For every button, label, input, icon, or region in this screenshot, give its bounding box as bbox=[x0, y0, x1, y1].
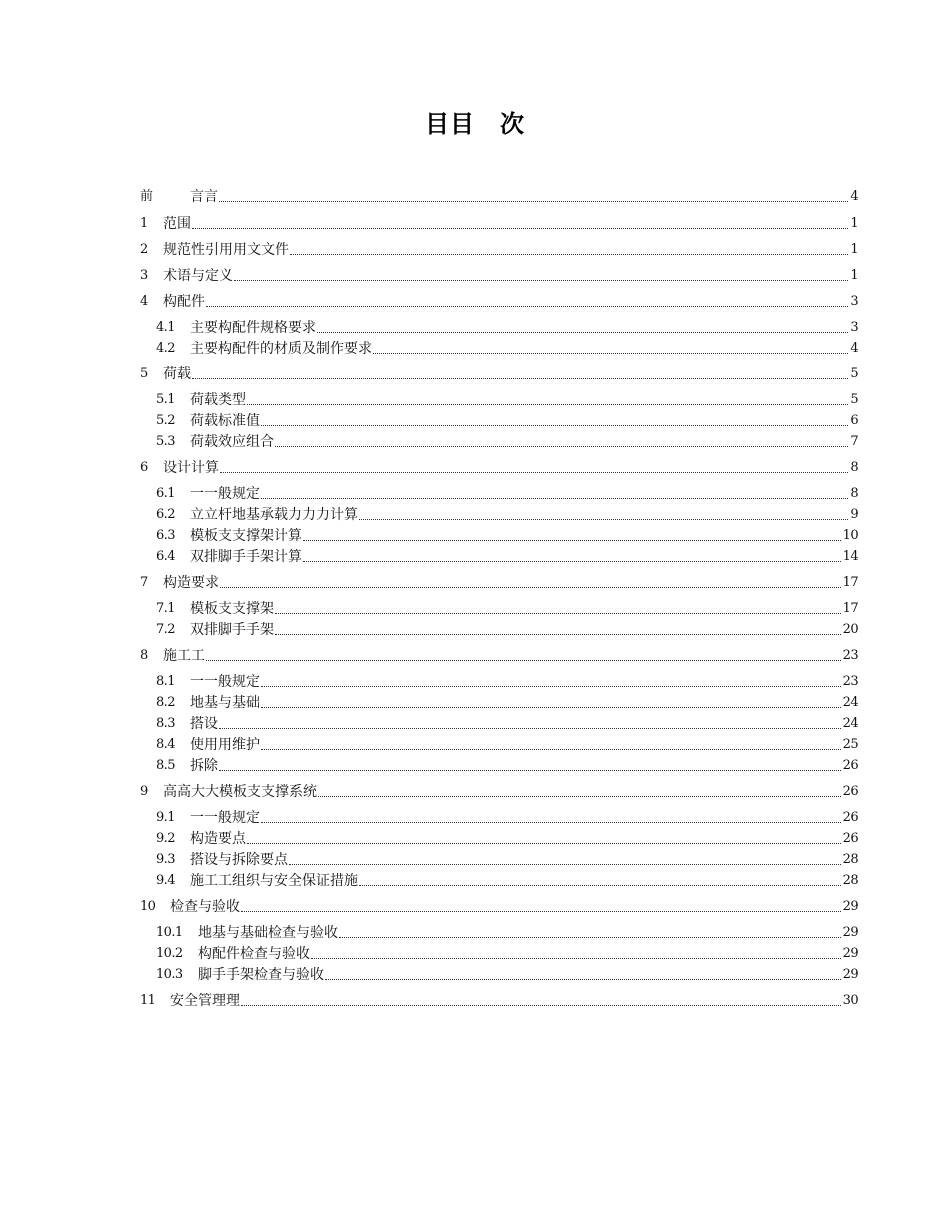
toc-entry-number: 8.4 bbox=[156, 737, 175, 752]
toc-entry-label: 地基与基础检查与验收 bbox=[198, 925, 338, 941]
dot-leader bbox=[241, 910, 841, 912]
dot-leader bbox=[289, 863, 841, 865]
toc-section-entry bbox=[156, 964, 858, 984]
toc-entry-label: 荷载标准值 bbox=[190, 413, 260, 429]
dot-leader bbox=[359, 884, 841, 886]
dot-leader bbox=[261, 685, 841, 687]
toc-section-entry bbox=[156, 870, 858, 890]
toc-chapter-entry bbox=[140, 291, 858, 311]
dot-leader bbox=[261, 821, 841, 823]
toc-entry-label: 模板支支撑架计算 bbox=[190, 528, 302, 544]
toc-entry-number: 8.2 bbox=[156, 695, 175, 710]
toc-entry-page-number: 23 bbox=[842, 674, 858, 689]
toc-entry-page-number: 25 bbox=[842, 737, 858, 752]
toc-entry-number: 前 bbox=[140, 189, 153, 204]
dot-leader bbox=[261, 424, 848, 426]
toc-section-entry bbox=[156, 431, 858, 451]
dot-leader bbox=[247, 403, 848, 405]
toc-entry-page-number: 10 bbox=[842, 528, 858, 543]
toc-entry-label: 脚手手架检查与验收 bbox=[198, 967, 324, 983]
toc-entry-number: 6.3 bbox=[156, 528, 175, 543]
dot-leader bbox=[219, 727, 841, 729]
toc-entry-page-number: 29 bbox=[842, 967, 858, 982]
toc-chapter-entry bbox=[140, 213, 858, 233]
toc-entry-label: 一一般规定 bbox=[190, 674, 260, 690]
toc-chapter-entry bbox=[140, 990, 858, 1010]
toc-chapter-entry bbox=[140, 896, 858, 916]
toc-entry-number: 9.1 bbox=[156, 810, 175, 825]
toc-entry-number: 8 bbox=[140, 648, 148, 663]
toc-entry-number: 1 bbox=[140, 216, 148, 231]
toc-entry-label: 搭设与拆除要点 bbox=[190, 852, 288, 868]
toc-entry-number: 10.3 bbox=[156, 967, 183, 982]
toc-section-entry bbox=[156, 807, 858, 827]
toc-entry-number: 5.2 bbox=[156, 413, 175, 428]
toc-entry-label: 荷载效应组合 bbox=[190, 434, 274, 450]
dot-leader bbox=[290, 253, 848, 255]
dot-leader bbox=[359, 518, 848, 520]
toc-entry-number: 11 bbox=[140, 993, 156, 1008]
toc-entry-page-number: 26 bbox=[842, 784, 858, 799]
toc-entry-label: 双排脚手手架计算 bbox=[190, 549, 302, 565]
toc-entry-page-number: 7 bbox=[850, 434, 858, 449]
toc-entry-label: 荷载类型 bbox=[190, 392, 246, 408]
dot-leader bbox=[219, 769, 841, 771]
toc-section-entry bbox=[156, 619, 858, 639]
toc-entry-number: 5.3 bbox=[156, 434, 175, 449]
toc-entry-number: 6.2 bbox=[156, 507, 175, 522]
toc-section-entry bbox=[156, 713, 858, 733]
toc-section-entry bbox=[156, 317, 858, 337]
dot-leader bbox=[275, 612, 841, 614]
toc-entry-page-number: 3 bbox=[850, 320, 858, 335]
dot-leader bbox=[241, 1004, 841, 1006]
toc-entry-label: 构配件 bbox=[163, 294, 205, 310]
toc-entry-number: 10.2 bbox=[156, 946, 183, 961]
toc-entry-number: 8.5 bbox=[156, 758, 175, 773]
toc-entry-label: 搭设 bbox=[190, 716, 218, 732]
toc-entry-number: 6.4 bbox=[156, 549, 175, 564]
toc-entry-page-number: 1 bbox=[850, 268, 858, 283]
toc-entry-page-number: 29 bbox=[842, 946, 858, 961]
toc-section-entry bbox=[156, 504, 858, 524]
dot-leader bbox=[192, 227, 848, 229]
toc-entry-label: 荷载 bbox=[163, 366, 191, 382]
toc-entry-page-number: 8 bbox=[850, 460, 858, 475]
toc-entry-number: 4.1 bbox=[156, 320, 175, 335]
dot-leader bbox=[261, 497, 848, 499]
dot-leader bbox=[219, 200, 848, 202]
toc-entry-page-number: 20 bbox=[842, 622, 858, 637]
toc-entry-number: 2 bbox=[140, 242, 148, 257]
toc-entry-page-number: 24 bbox=[842, 695, 858, 710]
dot-leader bbox=[206, 659, 841, 661]
toc-chapter-entry bbox=[140, 265, 858, 285]
toc-section-entry bbox=[156, 692, 858, 712]
toc-entry-page-number: 26 bbox=[842, 810, 858, 825]
toc-entry-page-number: 26 bbox=[842, 831, 858, 846]
toc-chapter-entry bbox=[140, 572, 858, 592]
dot-leader bbox=[220, 471, 848, 473]
toc-entry-number: 9.4 bbox=[156, 873, 175, 888]
toc-section-entry bbox=[156, 671, 858, 691]
toc-entry-label: 构造要求 bbox=[163, 575, 219, 591]
toc-section-entry bbox=[156, 389, 858, 409]
toc-entry-label: 言言 bbox=[190, 189, 218, 205]
toc-entry-label: 构配件检查与验收 bbox=[198, 946, 310, 962]
toc-entry-page-number: 14 bbox=[842, 549, 858, 564]
toc-entry-label: 地基与基础 bbox=[190, 695, 260, 711]
toc-entry-page-number: 17 bbox=[842, 575, 858, 590]
toc-entry-page-number: 1 bbox=[850, 216, 858, 231]
toc-entry-label: 主要构配件的材质及制作要求 bbox=[190, 341, 372, 357]
toc-title: 目目 次 bbox=[425, 110, 525, 138]
toc-entry-page-number: 8 bbox=[850, 486, 858, 501]
dot-leader bbox=[373, 352, 848, 354]
toc-entry-number: 9.3 bbox=[156, 852, 175, 867]
toc-section-entry bbox=[156, 483, 858, 503]
toc-entry-page-number: 4 bbox=[850, 189, 858, 204]
toc-entry-label: 施工工 bbox=[163, 648, 205, 664]
toc-entry-label: 一一般规定 bbox=[190, 810, 260, 826]
toc-entry-number: 5.1 bbox=[156, 392, 175, 407]
toc-entry-number: 9 bbox=[140, 784, 148, 799]
toc-entry-page-number: 29 bbox=[842, 899, 858, 914]
toc-entry-number: 4 bbox=[140, 294, 148, 309]
toc-entry-number: 8.3 bbox=[156, 716, 175, 731]
dot-leader bbox=[311, 957, 841, 959]
toc-entry-number: 7.2 bbox=[156, 622, 175, 637]
dot-leader bbox=[192, 377, 848, 379]
dot-leader bbox=[303, 539, 841, 541]
toc-entry-page-number: 28 bbox=[842, 873, 858, 888]
toc-entry-page-number: 9 bbox=[850, 507, 858, 522]
toc-section-entry bbox=[156, 734, 858, 754]
dot-leader bbox=[275, 445, 848, 447]
toc-entry-page-number: 26 bbox=[842, 758, 858, 773]
toc-entry-page-number: 5 bbox=[850, 366, 858, 381]
dot-leader bbox=[220, 586, 841, 588]
toc-chapter-entry bbox=[140, 781, 858, 801]
toc-section-entry bbox=[156, 755, 858, 775]
dot-leader bbox=[247, 842, 841, 844]
dot-leader bbox=[339, 936, 841, 938]
toc-entry-number: 8.1 bbox=[156, 674, 175, 689]
toc-section-entry bbox=[156, 546, 858, 566]
toc-section-entry bbox=[156, 849, 858, 869]
dot-leader bbox=[303, 560, 841, 562]
toc-entry-label: 设计计算 bbox=[163, 460, 219, 476]
dot-leader bbox=[318, 795, 841, 797]
toc-entry-page-number: 29 bbox=[842, 925, 858, 940]
toc-chapter-entry bbox=[140, 186, 858, 206]
toc-entry-page-number: 1 bbox=[850, 242, 858, 257]
toc-entry-label: 立立杆地基承载力力力计算 bbox=[190, 507, 358, 523]
toc-entry-label: 拆除 bbox=[190, 758, 218, 774]
toc-entry-page-number: 6 bbox=[850, 413, 858, 428]
toc-chapter-entry bbox=[140, 363, 858, 383]
toc-section-entry bbox=[156, 338, 858, 358]
toc-entry-page-number: 5 bbox=[850, 392, 858, 407]
toc-entry-number: 7 bbox=[140, 575, 148, 590]
toc-entry-label: 范围 bbox=[163, 216, 191, 232]
toc-entry-number: 7.1 bbox=[156, 601, 175, 616]
toc-section-entry bbox=[156, 922, 858, 942]
toc-section-entry bbox=[156, 598, 858, 618]
toc-section-entry bbox=[156, 410, 858, 430]
dot-leader bbox=[317, 331, 848, 333]
toc-entry-page-number: 28 bbox=[842, 852, 858, 867]
toc-entry-label: 一一般规定 bbox=[190, 486, 260, 502]
toc-entry-label: 高高大大模板支支撑系统 bbox=[163, 784, 317, 800]
toc-entry-label: 检查与验收 bbox=[170, 899, 240, 915]
toc-entry-page-number: 4 bbox=[850, 341, 858, 356]
toc-entry-page-number: 23 bbox=[842, 648, 858, 663]
toc-entry-page-number: 3 bbox=[850, 294, 858, 309]
toc-entry-number: 6.1 bbox=[156, 486, 175, 501]
dot-leader bbox=[234, 279, 848, 281]
toc-entry-number: 5 bbox=[140, 366, 148, 381]
toc-entry-number: 10.1 bbox=[156, 925, 183, 940]
toc-section-entry bbox=[156, 828, 858, 848]
toc-section-entry bbox=[156, 525, 858, 545]
toc-entry-number: 4.2 bbox=[156, 341, 175, 356]
toc-entry-number: 6 bbox=[140, 460, 148, 475]
toc-entry-page-number: 17 bbox=[842, 601, 858, 616]
toc-entry-page-number: 24 bbox=[842, 716, 858, 731]
toc-entry-label: 使用用维护 bbox=[190, 737, 260, 753]
toc-chapter-entry bbox=[140, 457, 858, 477]
dot-leader bbox=[325, 978, 841, 980]
toc-entry-label: 术语与定义 bbox=[163, 268, 233, 284]
toc-entry-label: 规范性引用用文文件 bbox=[163, 242, 289, 258]
toc-entry-number: 9.2 bbox=[156, 831, 175, 846]
toc-entry-label: 主要构配件规格要求 bbox=[190, 320, 316, 336]
dot-leader bbox=[206, 305, 848, 307]
toc-entry-label: 安全管理理 bbox=[170, 993, 240, 1009]
toc-entry-number: 10 bbox=[140, 899, 156, 914]
toc-entry-label: 双排脚手手架 bbox=[190, 622, 274, 638]
dot-leader bbox=[261, 748, 841, 750]
toc-entry-label: 构造要点 bbox=[190, 831, 246, 847]
toc-chapter-entry bbox=[140, 239, 858, 259]
dot-leader bbox=[275, 633, 841, 635]
dot-leader bbox=[261, 706, 841, 708]
toc-entry-number: 3 bbox=[140, 268, 148, 283]
toc-entry-label: 模板支支撑架 bbox=[190, 601, 274, 617]
toc-entry-page-number: 30 bbox=[842, 993, 858, 1008]
toc-chapter-entry bbox=[140, 645, 858, 665]
toc-section-entry bbox=[156, 943, 858, 963]
toc-entry-label: 施工工组织与安全保证措施 bbox=[190, 873, 358, 889]
